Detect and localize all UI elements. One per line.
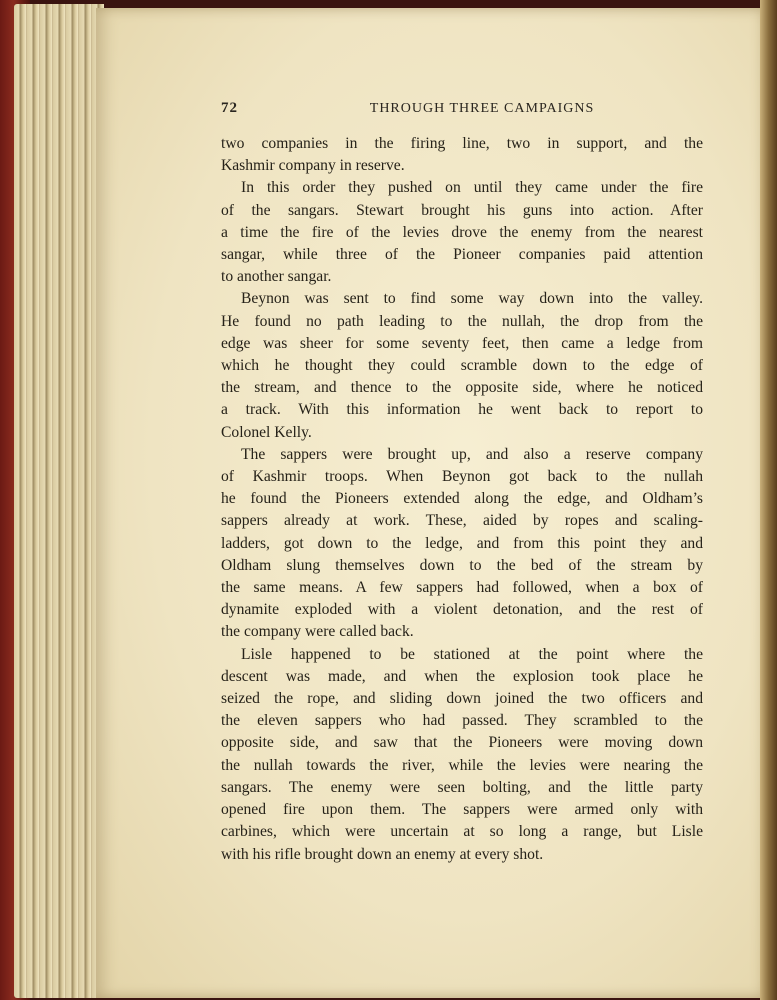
text-line: of Kashmir troops. When Beynon got back to the nullah	[221, 468, 703, 486]
text-line: the same means. A few sappers had followed, when a box of	[221, 579, 703, 597]
text-line: to another sangar.	[221, 268, 332, 286]
text-line: the nullah towards the river, while the levies were nearing the	[221, 756, 703, 774]
text-line: descent was made, and when the explosion took place he	[221, 667, 703, 685]
text-line: ladders, got down to the ledge, and from this point they and	[221, 534, 703, 552]
text-line: the company were called back.	[221, 623, 414, 641]
text-line: the eleven sappers who had passed. They scrambled to the	[221, 712, 703, 730]
text-line: Kashmir company in reserve.	[221, 157, 405, 175]
text-line: opposite side, and saw that the Pioneers were moving down	[221, 734, 703, 752]
text-line: carbines, which were uncertain at so long a range, but Lisle	[221, 823, 703, 841]
body-text	[221, 133, 703, 866]
text-line: dynamite exploded with a violent detonation, and the rest of	[221, 601, 703, 619]
text-line: a track. With this information he went back to report to	[221, 401, 703, 419]
text-line: Colonel Kelly.	[221, 423, 312, 441]
text-line: In this order they pushed on until they came under the fire	[241, 179, 703, 197]
text-line: edge was sheer for some seventy feet, then came a ledge from	[221, 334, 703, 352]
text-line: opened fire upon them. The sappers were armed only with	[221, 801, 703, 819]
page-edges	[14, 4, 104, 998]
running-head: THROUGH THREE CAMPAIGNS	[369, 101, 595, 116]
text-line: of the sangars. Stewart brought his guns into action. After	[221, 201, 703, 219]
text-line: Beynon was sent to find some way down into the valley.	[241, 290, 703, 308]
text-line: which he thought they could scramble down to the edge of	[221, 357, 703, 375]
page-header	[221, 100, 703, 122]
text-line: two companies in the firing line, two in support, and the	[221, 135, 703, 152]
text-line: the stream, and thence to the opposite side, where he noticed	[221, 379, 703, 397]
text-line: seized the rope, and sliding down joined the two officers and	[221, 690, 703, 708]
text-line: The sappers were brought up, and also a reserve company	[241, 445, 703, 463]
page-number: 72	[221, 100, 238, 116]
text-line: sangars. The enemy were seen bolting, and the little party	[221, 778, 703, 796]
text-line: a time the fire of the levies drove the enemy from the nearest	[221, 223, 703, 241]
text-line: sangar, while three of the Pioneer companies paid attention	[221, 246, 703, 264]
text-line: with his rifle brought down an enemy at every shot.	[221, 845, 544, 863]
text-line: sappers already at work. These, aided by ropes and scaling-	[221, 512, 703, 530]
text-line: he found the Pioneers extended along the edge, and Oldham’s	[221, 490, 703, 508]
text-line: Lisle happened to be stationed at the point where the	[241, 645, 703, 663]
text-line: Oldham slung themselves down to the bed of the stream by	[221, 556, 703, 574]
text-line: He found no path leading to the nullah, the drop from the	[221, 312, 703, 330]
page-gutter-edge	[760, 0, 777, 1000]
